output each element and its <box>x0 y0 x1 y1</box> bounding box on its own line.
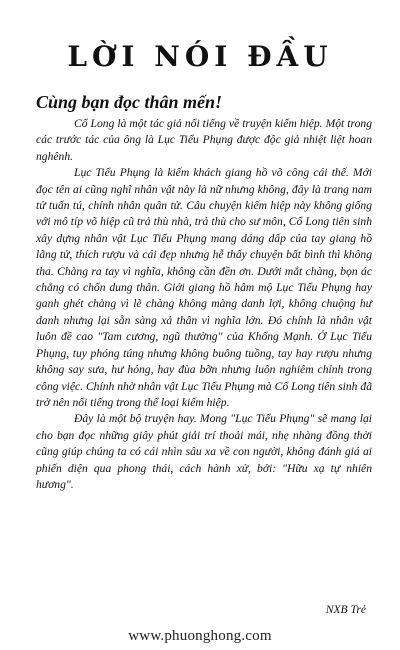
footer-url[interactable]: www.phuonghong.com <box>128 628 272 644</box>
paragraph: Cổ Long là một tác giả nổi tiếng về truyện kiếm hiệp. Một trong các trước tác của ông là Lục Tiểu Phụng được độc giả nhiệt liệt hoan nghênh. <box>36 117 372 163</box>
paragraph: Lục Tiểu Phụng là kiếm khách giang hồ võ công cái thế. Mới đọc tên ai cũng nghĩ nhân vật này là nữ nhưng không, đây là trang nam tử tuấn tú, chính nhân quân tử. Câu chuyện kiếm hiệp này không giống với mô típ võ hiệp cũ trả thù nhà, trả thù cho sư môn, Cổ Long tiên sinh xây dựng nhân vật Lục Tiểu Phụng mang dáng dấp của tay giang hồ lãng tử, thích rượu và cái đẹp nhưng hễ thấy chuyện bất bình thì không tha. Chàng ra tay vì nghĩa, không cần đền ơn. Dưới mắt chàng, bọn ác chẳng có chốn dung thân. Giới giang hồ hâm mộ Lục Tiểu Phụng hay ganh ghét chàng vì lẽ chàng không màng danh lợi, không chuộng hư danh nhưng lại sẵn sàng xả thân vì nghĩa lớn. Đó chính là nhân vật luôn đề cao "Tam cương, ngũ thường" của Khổng Mạnh. Ở Lục Tiểu Phụng, tuy phóng túng nhưng không buông tuồng, tay hay rượu nhưng không say sưa, hư hỏng, hay đùa bỡn nhưng luôn nghiêm chỉnh trong công việc. Chính nhờ nhân vật Lục Tiểu Phụng mà Cổ Long tiên sinh đã trở nên nổi tiếng trong thể loại kiếm hiệp. <box>36 166 372 409</box>
page-title: LỜI NÓI ĐẦU <box>67 40 333 73</box>
signature: NXB Trẻ <box>325 603 366 616</box>
body-text <box>36 116 372 493</box>
paragraph: Đây là một bộ truyện hay. Mong "Lục Tiểu Phụng" sẽ mang lại cho bạn đọc những giây phút giải trí thoải mái, nhẹ nhàng đồng thời cũng giúp chúng ta có cái nhìn sâu xa về con người, không đánh giá ai phiến diện qua phong thái, cách hành xử, bởi: "Hữu xạ tự nhiên hương". <box>36 412 372 491</box>
greeting: Cùng bạn đọc thân mến! <box>36 92 223 112</box>
